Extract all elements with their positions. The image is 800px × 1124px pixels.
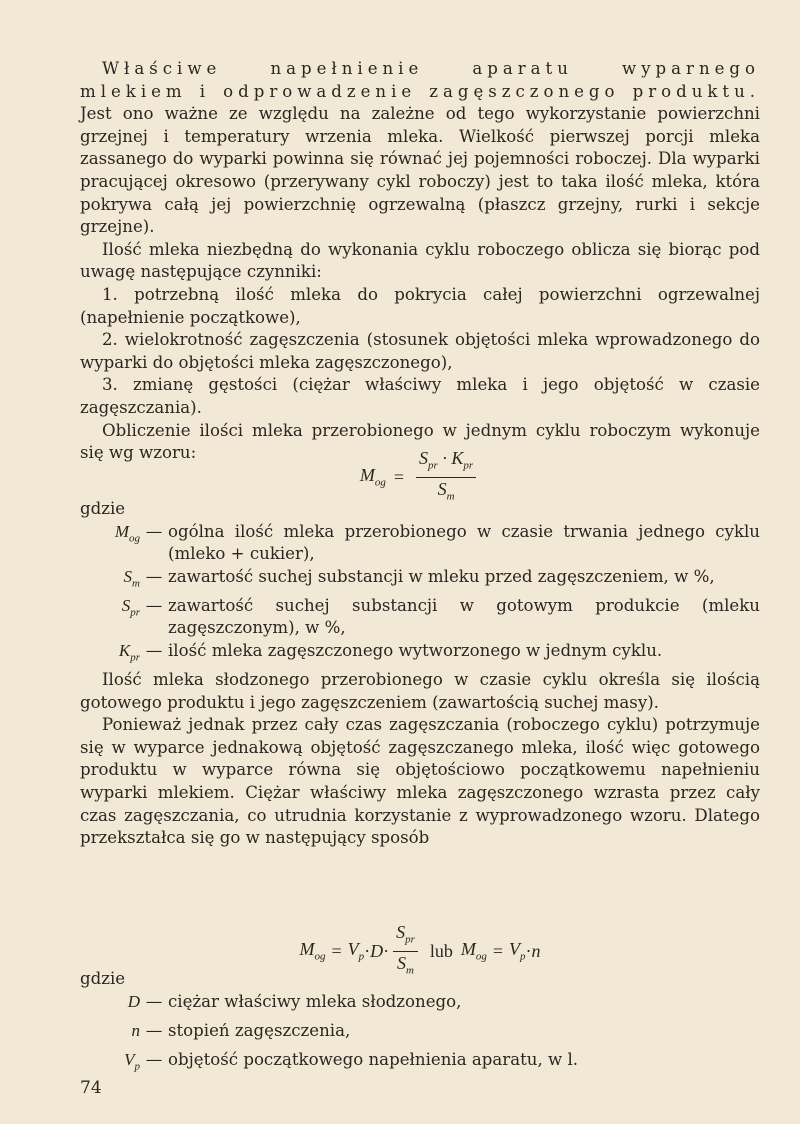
page-number: 74 — [80, 1078, 102, 1098]
gdzie-label-2: gdzie — [80, 969, 126, 988]
definition-row: n — stopień zagęszczenia, — [131, 1020, 351, 1040]
definition-row: $M_{og}$ — ogólna ilość mleka przerobionego w czasie trwania jednego cyklu (mleko + cukier), — [114, 521, 760, 564]
definitions-2 — [80, 968, 760, 1078]
list-item-3: 3. zmianę gęstości (ciężar właściwy mleka i jego objętość w czasie zagęszczania). — [80, 375, 760, 417]
paragraph-3: Obliczenie ilości mleka przerobionego w jednym cyklu roboczym wykonuje się wg wzoru: — [80, 420, 760, 463]
paragraph-1 — [80, 58, 760, 239]
definition-row: $S_m$ — zawartość suchej substancji w mleku przed zagęszczeniem, w %, — [123, 566, 715, 590]
list-item-1: 1. potrzebną ilość mleka do pokrycia całej powierzchni ogrzewalnej (napełnienie początkowe), — [80, 284, 760, 327]
formula-1-lhs: $M_{og}$ — [359, 465, 386, 489]
definition-row: $S_{pr}$ — zawartość suchej substancji w gotowym produkcie (mleku zagęszczonym), w %, — [121, 595, 760, 638]
paragraph-1-text: Jest ono ważne ze względu na zależne od tego wykorzystanie powierzchni grzejnej i temperatury wrzenia mleka. Wielkość pierwszej porcji mleka zassanego do wyparki powinna się równać jej pojemności roboczej. Dla wyparki pracującej okresowo (przerywany cykl roboczy) jest to taka ilość mleka, która pokrywa całą jej powierzchnię ogrzewalną (płaszcz grzejny, rurki i sekcje grzejne). — [80, 104, 760, 237]
definition-row: D — ciężar właściwy mleka słodzonego, — [127, 991, 462, 1011]
paragraph-4: Ilość mleka słodzonego przerobionego w czasie cyklu określa się ilością gotowego produktu i jego zagęszczeniem (zawartością suchej masy). — [80, 669, 760, 712]
list-item-2: 2. wielokrotność zagęszczenia (stosunek objętości mleka wprowadzonego do wyparki do objętości mleka zagęszczonego), — [80, 330, 760, 372]
gdzie-label-1: gdzie — [80, 499, 126, 518]
paragraph-2: Ilość mleka niezbędną do wykonania cyklu roboczego oblicza się biorąc pod uwagę następujące czynniki: — [80, 239, 760, 282]
text-block-top — [80, 58, 760, 465]
definition-row: $V_p$ — objętość początkowego napełnienia aparatu, w l. — [124, 1049, 579, 1072]
paragraph-5: Ponieważ jednak przez cały czas zagęszczania (roboczego cyklu) potrzymuje się w wyparce jednakową objętość zagęszczanego mleka, ilość więc gotowego produktu w wyparce równa się objętościowo początkowemu napełnieniu wyparki mlekiem. Ciężar właściwy mleka zagęszczonego wzrasta przez cały czas zagęszczania, co utrudnia korzystanie z wyprowadzonego wzoru. Dlatego przekształca się go w następujący sposób — [80, 715, 760, 848]
definitions-1 — [80, 498, 760, 850]
section-heading: Właściwe napełnienie aparatu wyparnego mlekiem i odprowadzenie zagęszczonego produktu. — [80, 59, 760, 101]
definition-row: $K_{pr}$ — ilość mleka zagęszczonego wytworzonego w jednym cyklu. — [118, 640, 663, 664]
formula-2: $M_{og}$ = $V_p$ · D · $\frac{S_{pr}}{S_m}$ lub $M_{og}$ = $V_p$ · n — [299, 922, 541, 977]
formula-1-fraction: $\frac{S_{pr} \cdot K_{pr}}{S_m}$ — [416, 448, 476, 506]
formula-1: $M_{og}$ = $\frac{S_{pr} \cdot K_{pr}}{S_m}$ — [80, 448, 760, 506]
